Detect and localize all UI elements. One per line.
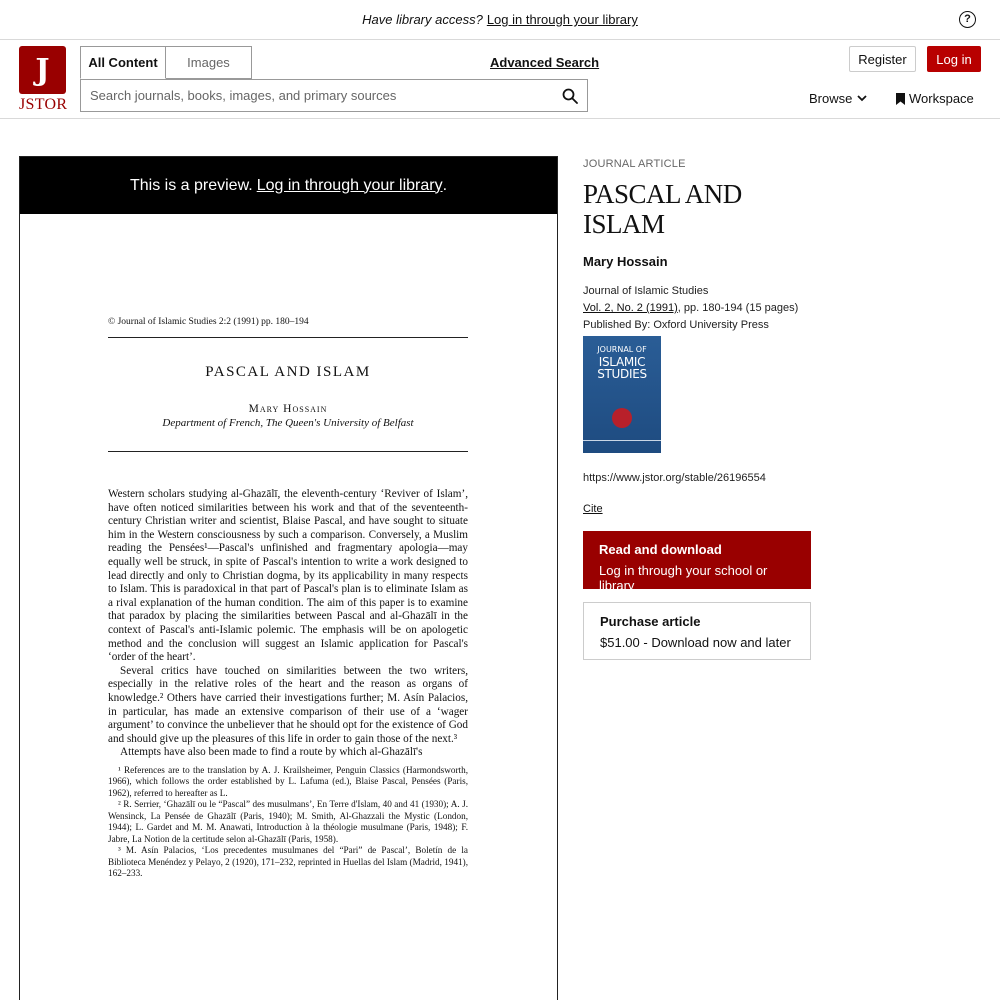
bookmark-icon bbox=[896, 93, 905, 105]
browse-menu[interactable] bbox=[809, 91, 867, 106]
cover-title bbox=[586, 356, 658, 380]
stable-url: https://www.jstor.org/stable/26196554 bbox=[583, 472, 766, 484]
workspace-label: Workspace bbox=[909, 91, 974, 106]
purchase-title: Purchase article bbox=[600, 614, 701, 629]
article-author: Mary Hossain bbox=[583, 254, 668, 269]
content-type: JOURNAL ARTICLE bbox=[583, 158, 686, 170]
preview-login-link[interactable]: Log in through your library bbox=[256, 176, 443, 194]
tab-images[interactable]: Images bbox=[166, 46, 252, 79]
cite-link[interactable]: Cite bbox=[583, 503, 603, 515]
cover-divider bbox=[583, 440, 661, 441]
search-box bbox=[80, 79, 588, 112]
register-button[interactable]: Register bbox=[849, 46, 916, 72]
browse-label: Browse bbox=[809, 91, 853, 106]
page-footnote: ³ M. Asín Palacios, ‘Los precedentes musulmanes del “Pari” de Pascal’, Boletín de la Biblioteca Menéndez y Pelayo, 2 (1920), 171–232, reprinted in Huellas del Islam (Madrid, 1941), 162–233. bbox=[108, 845, 468, 879]
page-rule-bottom bbox=[108, 451, 468, 452]
advanced-search-link[interactable]: Advanced Search bbox=[490, 55, 600, 70]
journal-cover[interactable] bbox=[583, 336, 661, 453]
page-footnotes bbox=[108, 765, 468, 880]
library-access-banner bbox=[0, 0, 1000, 40]
preview-page bbox=[108, 317, 468, 880]
cover-line-3: STUDIES bbox=[597, 367, 647, 381]
read-download-title: Read and download bbox=[599, 542, 722, 557]
article-meta bbox=[583, 158, 823, 660]
purchase-subtitle: $51.00 - Download now and later bbox=[600, 635, 791, 650]
page-rule-top bbox=[108, 337, 468, 338]
workspace-link[interactable] bbox=[896, 91, 974, 106]
page-department: Department of French, The Queen's University of Belfast bbox=[162, 417, 414, 429]
page-title: PASCAL AND ISLAM bbox=[205, 364, 371, 380]
page-paragraph: Several critics have touched on similarities between the two writers, especially in the relative roles of the heart and the reason as organs of knowledge.² Others have carried their investigations further; M. Asín Palacios, in particular, has made an extensive comparison of their use of a ‘wager argument’ to convince the unbeliever that he should opt for the existence of God and should give up the pleasures of this life in order to gain those of the next.³ bbox=[108, 664, 468, 745]
journal-name: Journal of Islamic Studies bbox=[583, 285, 709, 297]
article-title: PASCAL AND ISLAM bbox=[583, 179, 742, 239]
page-paragraph: Attempts have also been made to find a route by which al-Ghazālī's bbox=[120, 746, 423, 759]
login-button[interactable]: Log in bbox=[927, 46, 981, 72]
search-tabs bbox=[80, 46, 252, 79]
search-input[interactable] bbox=[81, 80, 553, 111]
cover-line-2: ISLAMIC bbox=[598, 355, 646, 369]
page-footnote: ² R. Serrier, ‘Ghazālī ou le “Pascal” des musulmans’, En Terre d'Islam, 40 and 41 (1930); A. J. Wensinck, La Pensée de Ghazālī (Paris, 1940); M. Smith, Al-Ghazzali the Mystic (London, 1944); L. Gardet and M. M. Anawati, Introduction à la théologie musulmane (Paris, 1948); F. Jabre, La Notion de la certitude selon al-Ghazālī (Paris, 1958). bbox=[108, 799, 468, 844]
volume-link[interactable]: Vol. 2, No. 2 (1991) bbox=[583, 302, 678, 314]
page-range: , pp. 180-194 (15 pages) bbox=[677, 302, 799, 314]
purchase-article-button[interactable] bbox=[583, 602, 811, 660]
read-download-button[interactable] bbox=[583, 531, 811, 593]
library-access-question: Have library access? bbox=[362, 12, 483, 27]
site-header bbox=[0, 40, 1000, 119]
article-preview bbox=[19, 156, 558, 1000]
preview-banner-text: This is a preview. bbox=[129, 176, 253, 194]
publisher: Published By: Oxford University Press bbox=[583, 319, 769, 331]
jstor-logo-text: JSTOR bbox=[19, 96, 68, 113]
library-login-link[interactable]: Log in through your library bbox=[486, 12, 638, 27]
cover-seal-icon bbox=[612, 408, 632, 428]
cover-line-1: JOURNAL OF bbox=[597, 345, 647, 354]
page-copyright: © Journal of Islamic Studies 2:2 (1991) pp. 180–194 bbox=[108, 317, 309, 327]
help-icon[interactable]: ? bbox=[959, 11, 976, 28]
page-body bbox=[108, 488, 468, 760]
search-icon[interactable] bbox=[553, 80, 587, 111]
preview-banner-end: . bbox=[442, 176, 448, 194]
page-footnote: ¹ References are to the translation by A. J. Krailsheimer, Penguin Classics (Harmondsworth, 1966), which follows the order established by L. Lafuma (ed.), Blaise Pascal, Pensées (Paris, 1962), referred to hereafter as L. bbox=[108, 764, 468, 798]
page-author: Mary Hossain bbox=[248, 403, 328, 415]
read-download-subtitle: Log in through your school or library bbox=[599, 563, 768, 593]
page-paragraph: Western scholars studying al-Ghazālī, the eleventh-century ‘Reviver of Islam’, have often noticed similarities between his work and that of the seventeenth-century Christian writer and scientist, Blaise Pascal, and have sought to situate him in the Western consciousness by such a comparison. Conversely, a Muslim reading the Pensées¹—Pascal's unfinished and fragmentary apologia—may equally well be struck, in spite of Pascal's intention to write a work designed to lead directly and only to Christian dogma, by its applicability in many respects to Islam. This is paradoxical in that part of Pascal's plan is to eliminate Islam as a rival explanation of the human condition. The aim of this paper is to examine that paradox by placing the similarities between Pascal and al-Ghazālī in the context of Pascal's anti-Islamic polemic. The emphasis will be on apologetic method and the conclusion will suggest an Islamic application for Pascal's ‘order of the heart’. bbox=[108, 488, 468, 664]
jstor-logo[interactable] bbox=[19, 46, 67, 114]
jstor-logo-icon: J bbox=[19, 46, 66, 94]
preview-banner bbox=[20, 157, 557, 214]
volume-info bbox=[583, 302, 823, 314]
chevron-down-icon bbox=[857, 95, 867, 102]
tab-all-content[interactable]: All Content bbox=[80, 46, 166, 79]
